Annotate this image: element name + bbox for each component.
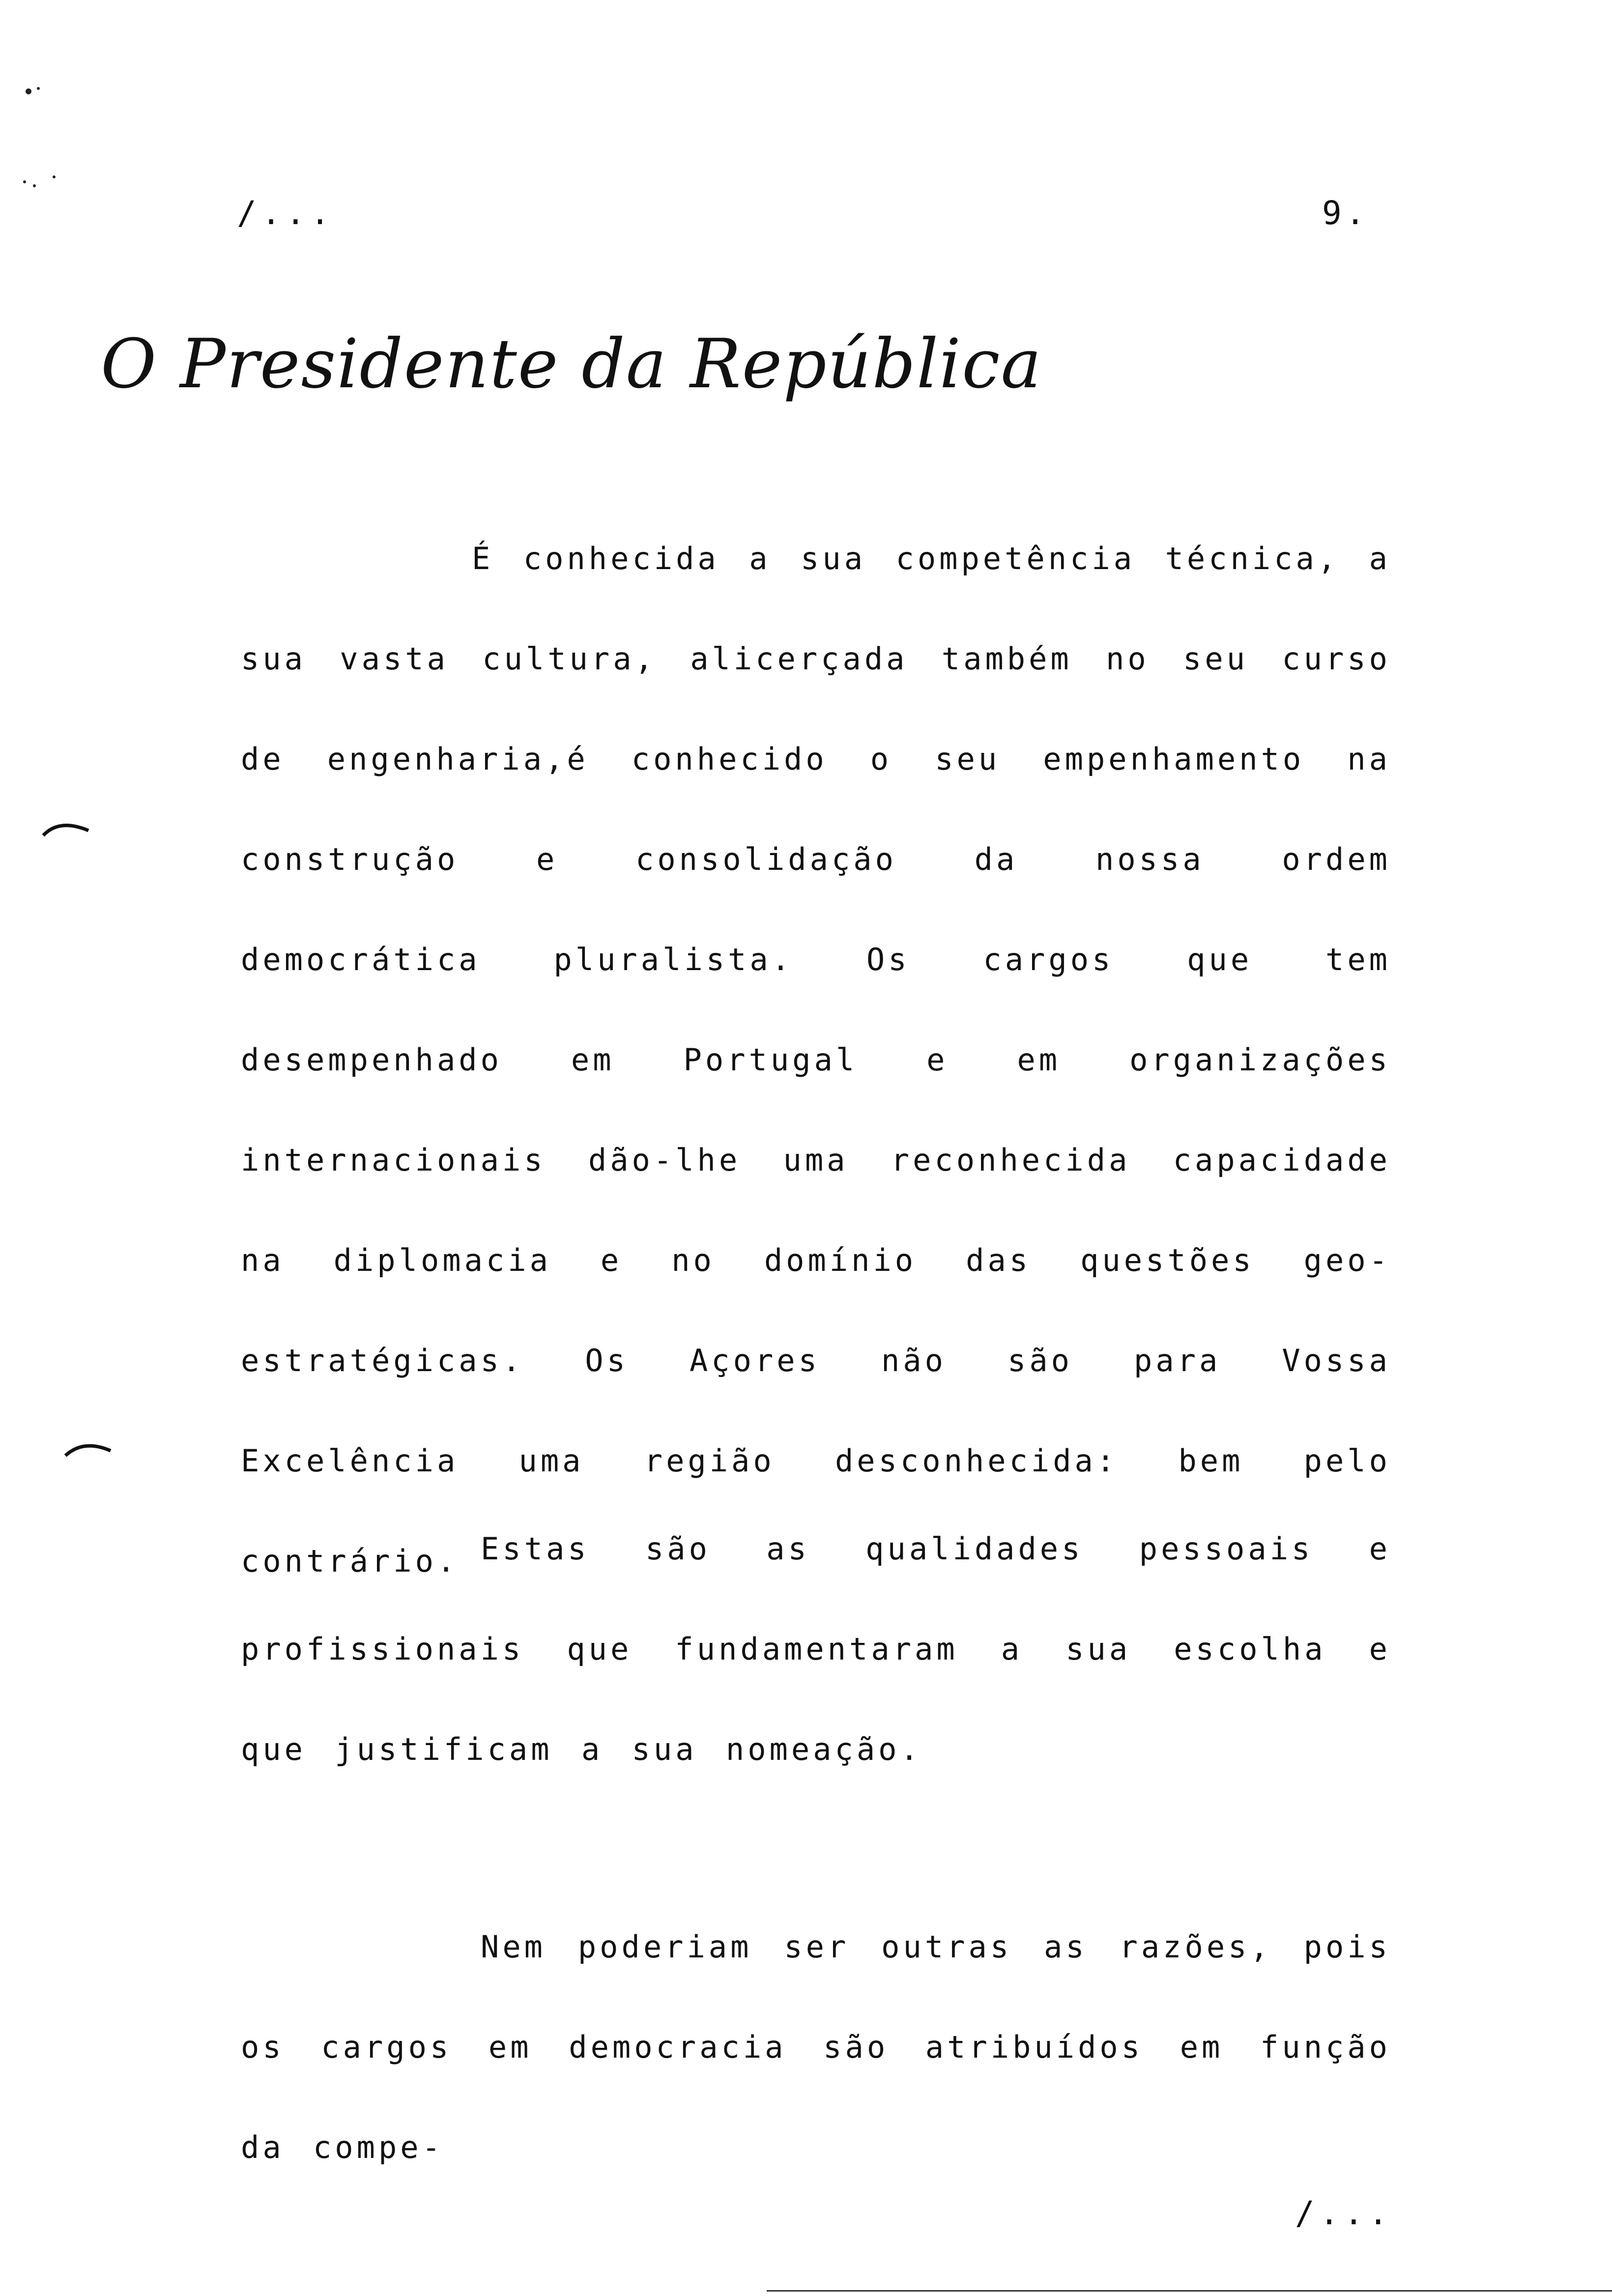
scan-speck-corner	[20, 74, 64, 201]
continuation-mark-top: /...	[237, 194, 335, 232]
continuation-mark-bottom: /...	[1295, 2194, 1393, 2232]
punch-hole-mark-top	[39, 816, 93, 845]
letterhead-title: O Presidente da República	[101, 324, 1042, 403]
scan-edge-line	[767, 2290, 1612, 2292]
paragraph-reasons: Nem poderiam ser outras as razões, pois os cargos em democracia são atribuídos em função da compe-	[241, 1929, 1391, 2165]
paragraph-choice: Estas são as qualidades pessoais e profissionais que fundamentaram a sua escolha e que justificam a sua nomeação.	[241, 1531, 1391, 1767]
page-number: 9.	[1322, 194, 1369, 232]
paragraph-qualifications: É conhecida a sua competência técnica, a sua vasta cultura, alicerçada também no seu curso de engenharia,é conhecido o seu empenhamento na construção e consolidação da nossa ordem democrática pluralista. Os cargos que tem desempenhado em Portugal e em organizações internacionais dão-lhe uma reconhecida capacidade na diplomacia e no domínio das questões geo-estratégicas. Os Açores não são para Vossa Excelência uma região desconhecida: bem pelo contrário.	[241, 541, 1391, 1579]
punch-hole-mark-bottom	[61, 1435, 115, 1464]
